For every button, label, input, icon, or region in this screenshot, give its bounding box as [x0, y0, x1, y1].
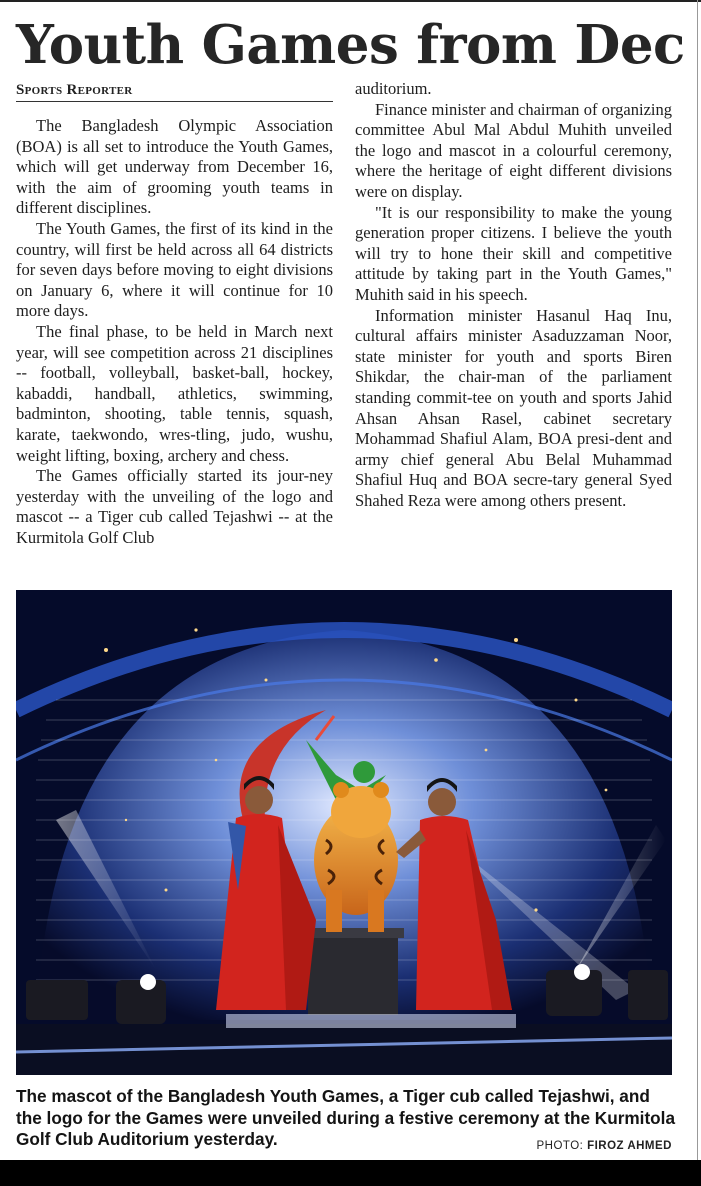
- paragraph: The Games officially started its jour-ney yesterday with the unveiling of the logo and mascot -- a Tiger cub called Tejashwi -- at the Kurmitola Golf Club: [16, 466, 333, 547]
- photo-caption: The mascot of the Bangladesh Youth Games, a Tiger cub called Tejashwi, and the logo for the Games were unveiled during a festive ceremony at the Kurmitola Golf Club Auditorium yesterday.: [16, 1086, 676, 1149]
- bottom-bar: [0, 1160, 701, 1186]
- pedestal: [308, 935, 398, 1015]
- paragraph: "It is our responsibility to make the young generation proper citizens. I believe the youth will try to hone their skill and competitive attitude by taking part in the Youth Games," Muhith said in his speech.: [355, 202, 672, 304]
- top-rule: [0, 0, 701, 2]
- credit-name: FIROZ AHMED: [587, 1140, 672, 1152]
- article-column-left: [16, 116, 333, 548]
- paragraph: The Youth Games, the first of its kind in the country, will first be held across all 64 districts for seven days before moving to eight divisions on January 6, where it will continue for 10 more days.: [16, 218, 333, 321]
- paragraph: Information minister Hasanul Haq Inu, cultural affairs minister Asaduzzaman Noor, state minister for youth and sports Biren Shikdar, the chair-man of the parliament standing commit-tee on youth and sports Jahid Ahsan Ahsan Rasel, cabinet secretary Mohammad Shafiul Alam, BOA presi-dent and army chief general Abu Belal Muhammad Shafiul Huq and BOA secre-tary general Syed Shahed Reza were among others present.: [355, 305, 672, 510]
- article-column-right: [355, 79, 672, 511]
- paragraph: Finance minister and chairman of organizing committee Abul Mal Abdul Muhith unveiled the logo and mascot in a colourful ceremony, where the heritage of eight different divisions were on display.: [355, 99, 672, 201]
- credit-label: PHOTO:: [536, 1140, 584, 1152]
- paragraph: The final phase, to be held in March next year, will see competition across 21 disciplines -- football, volleyball, basket-ball, hockey, kabaddi, handball, athletics, swimming, badminton, shooting, table tennis, squash, karate, taekwondo, wres-tling, judo, wushu, weight lifting, boxing, archery and chess.: [16, 321, 333, 465]
- ceremony-photo: [16, 590, 672, 1075]
- paragraph-continued: auditorium.: [355, 79, 432, 98]
- column-rule: [697, 0, 698, 1160]
- headline: Youth Games from Dec: [16, 14, 685, 76]
- photo-credit: [470, 1140, 672, 1152]
- paragraph: The Bangladesh Olympic Association (BOA) is all set to introduce the Youth Games, which will get underway from December 16, with the aim of grooming youth teams in different disciplines.: [16, 116, 333, 218]
- byline: Sports Reporter: [16, 81, 333, 102]
- stage-illustration: [16, 590, 672, 1075]
